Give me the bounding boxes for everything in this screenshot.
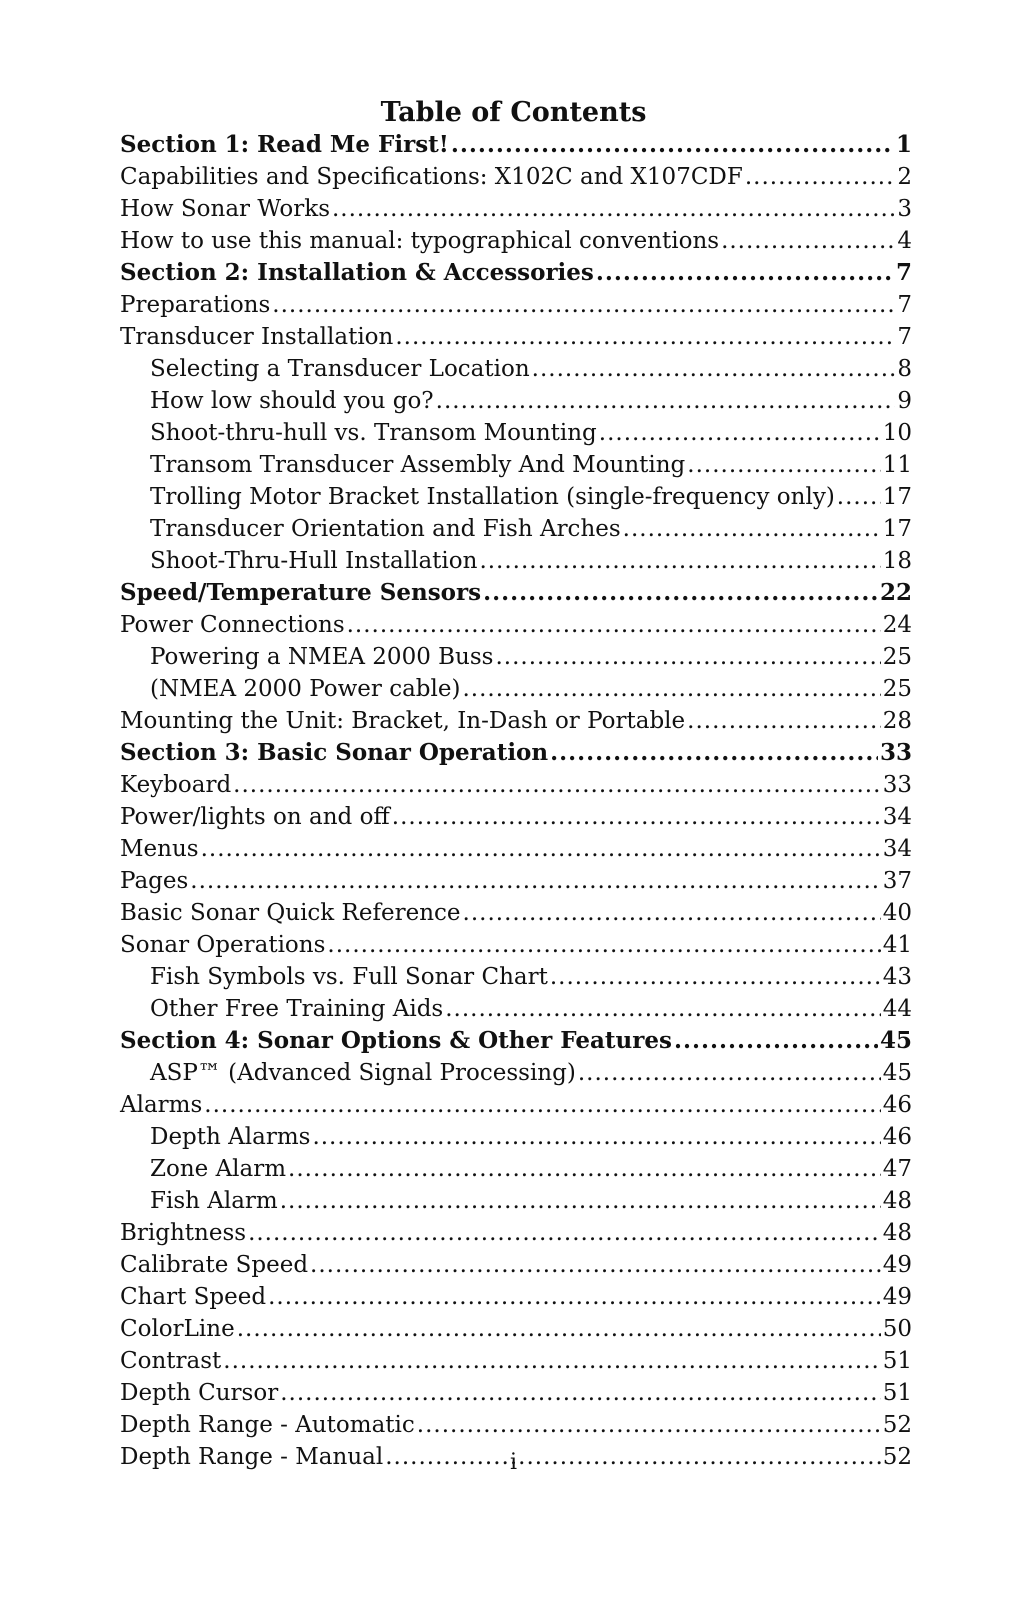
toc-entry-label: Trolling Motor Bracket Installation (single-frequency only) xyxy=(150,484,835,510)
dot-leader xyxy=(327,929,880,961)
toc-entry-label: Depth Alarms xyxy=(150,1124,311,1150)
toc-section-entry[interactable] xyxy=(120,1025,912,1057)
toc-entry-page-number: 45 xyxy=(879,1027,912,1054)
dot-leader xyxy=(204,1089,880,1121)
toc-entry-label: Sonar Operations xyxy=(120,932,326,958)
toc-entry[interactable] xyxy=(120,545,912,577)
toc-entry-page-number: 52 xyxy=(882,1444,912,1470)
toc-entry-page-number: 43 xyxy=(882,964,912,990)
toc-entry-page-number: 48 xyxy=(882,1188,912,1214)
toc-entry-page-number: 46 xyxy=(882,1092,912,1118)
toc-entry-page-number: 7 xyxy=(897,324,912,350)
dot-leader xyxy=(721,225,895,257)
toc-entry-label: Power Connections xyxy=(120,612,345,638)
toc-section-entry[interactable] xyxy=(120,129,912,161)
toc-entry-page-number: 44 xyxy=(882,996,912,1022)
toc-entry-label: Alarms xyxy=(120,1092,203,1118)
toc-entry[interactable] xyxy=(120,833,912,865)
toc-entry[interactable] xyxy=(120,161,912,193)
toc-entry-page-number: 10 xyxy=(882,420,912,446)
toc-section-entry[interactable] xyxy=(120,577,912,609)
dot-leader xyxy=(392,801,881,833)
dot-leader xyxy=(190,865,880,897)
dot-leader xyxy=(463,897,881,929)
dot-leader xyxy=(745,161,896,193)
toc-entry-label: Power/lights on and off xyxy=(120,804,390,830)
toc-entry-page-number: 8 xyxy=(897,356,912,382)
dot-leader xyxy=(436,385,896,417)
toc-entry[interactable] xyxy=(120,1345,912,1377)
toc-entry[interactable] xyxy=(120,1185,912,1217)
toc-entry-page-number: 47 xyxy=(882,1156,912,1182)
dot-leader xyxy=(687,705,881,737)
dot-leader xyxy=(201,833,881,865)
toc-entry-page-number: 28 xyxy=(882,708,912,734)
dot-leader xyxy=(596,257,894,289)
dot-leader xyxy=(550,737,878,769)
toc-entry[interactable] xyxy=(120,417,912,449)
toc-entry-label: Depth Cursor xyxy=(120,1380,279,1406)
dot-leader xyxy=(599,417,881,449)
toc-entry-label: Chart Speed xyxy=(120,1284,267,1310)
toc-entry-page-number: 49 xyxy=(882,1284,912,1310)
dot-leader xyxy=(248,1217,881,1249)
toc-entry-label: Fish Alarm xyxy=(150,1188,278,1214)
toc-entry-label: Contrast xyxy=(120,1348,222,1374)
dot-leader xyxy=(445,993,880,1025)
dot-leader xyxy=(462,673,880,705)
toc-entry-label: Transducer Orientation and Fish Arches xyxy=(150,516,621,542)
dot-leader xyxy=(347,609,881,641)
toc-entry-label: Keyboard xyxy=(120,772,232,798)
toc-entry-page-number: 34 xyxy=(882,836,912,862)
toc-entry[interactable] xyxy=(120,961,912,993)
toc-entry-page-number: 4 xyxy=(897,228,912,254)
toc-entry-label: Basic Sonar Quick Reference xyxy=(120,900,461,926)
toc-entry[interactable] xyxy=(120,1409,912,1441)
toc-entry-page-number: 51 xyxy=(882,1380,912,1406)
dot-leader xyxy=(312,1121,880,1153)
toc-entry-label: Capabilities and Specifications: X102C and X107CDF xyxy=(120,164,743,190)
toc-entry-page-number: 17 xyxy=(882,516,912,542)
toc-entry-label: Other Free Training Aids xyxy=(150,996,444,1022)
toc-entry[interactable] xyxy=(120,321,912,353)
toc-section-entry[interactable] xyxy=(120,257,912,289)
toc-entry-label: Preparations xyxy=(120,292,271,318)
toc-entry-page-number: 52 xyxy=(882,1412,912,1438)
dot-leader xyxy=(417,1409,881,1441)
toc-entry[interactable] xyxy=(120,513,912,545)
dot-leader xyxy=(451,129,894,161)
toc-entry[interactable] xyxy=(120,865,912,897)
toc-entry-page-number: 1 xyxy=(895,131,912,158)
toc-entry-label: Section 4: Sonar Options & Other Features xyxy=(120,1027,672,1054)
dot-leader xyxy=(532,353,896,385)
toc-entry-label: Brightness xyxy=(120,1220,247,1246)
toc-entry-page-number: 7 xyxy=(897,292,912,318)
toc-entry-page-number: 17 xyxy=(882,484,912,510)
dot-leader xyxy=(578,1057,881,1089)
toc-entry-page-number: 46 xyxy=(882,1124,912,1150)
toc-entry[interactable] xyxy=(120,1249,912,1281)
dot-leader xyxy=(395,321,895,353)
toc-entry[interactable] xyxy=(120,801,912,833)
toc-entry-page-number: 40 xyxy=(882,900,912,926)
toc-entry-label: Menus xyxy=(120,836,199,862)
toc-entry[interactable] xyxy=(120,1281,912,1313)
toc-entry-page-number: 33 xyxy=(879,739,912,766)
table-of-contents xyxy=(120,129,912,1473)
toc-entry[interactable] xyxy=(120,993,912,1025)
dot-leader xyxy=(483,577,878,609)
toc-entry-label: Depth Range - Automatic xyxy=(120,1412,415,1438)
toc-entry-label: Powering a NMEA 2000 Buss xyxy=(150,644,494,670)
toc-entry-label: Depth Range - Manual xyxy=(120,1444,384,1470)
dot-leader xyxy=(280,1185,881,1217)
toc-entry-label: Section 1: Read Me First! xyxy=(120,131,449,158)
dot-leader xyxy=(268,1281,881,1313)
toc-entry[interactable] xyxy=(120,193,912,225)
dot-leader xyxy=(687,449,880,481)
dot-leader xyxy=(233,769,881,801)
dot-leader xyxy=(495,641,880,673)
toc-entry[interactable] xyxy=(120,1153,912,1185)
toc-entry-label: ColorLine xyxy=(120,1316,235,1342)
toc-entry-page-number: 50 xyxy=(882,1316,912,1342)
toc-entry[interactable] xyxy=(120,385,912,417)
toc-entry-label: Section 2: Installation & Accessories xyxy=(120,259,594,286)
toc-entry[interactable] xyxy=(120,673,912,705)
dot-leader xyxy=(237,1313,881,1345)
toc-entry-label: Shoot-Thru-Hull Installation xyxy=(150,548,478,574)
toc-entry[interactable] xyxy=(120,225,912,257)
toc-entry-label: (NMEA 2000 Power cable) xyxy=(150,676,461,702)
dot-leader xyxy=(550,961,881,993)
toc-entry-page-number: 9 xyxy=(897,388,912,414)
toc-entry-page-number: 24 xyxy=(882,612,912,638)
dot-leader xyxy=(674,1025,878,1057)
toc-entry-label: Shoot-thru-hull vs. Transom Mounting xyxy=(150,420,597,446)
toc-entry-label: Fish Symbols vs. Full Sonar Chart xyxy=(150,964,548,990)
toc-entry-label: Mounting the Unit: Bracket, In-Dash or Portable xyxy=(120,708,686,734)
toc-entry[interactable] xyxy=(120,769,912,801)
toc-entry-label: Section 3: Basic Sonar Operation xyxy=(120,739,549,766)
toc-entry[interactable] xyxy=(120,449,912,481)
toc-entry-page-number: 18 xyxy=(882,548,912,574)
dot-leader xyxy=(223,1345,880,1377)
toc-entry[interactable] xyxy=(120,897,912,929)
toc-entry[interactable] xyxy=(120,1121,912,1153)
page-number: i xyxy=(509,1450,518,1475)
toc-entry[interactable] xyxy=(120,609,912,641)
toc-entry[interactable] xyxy=(120,1089,912,1121)
dot-leader xyxy=(623,513,881,545)
toc-entry-page-number: 25 xyxy=(882,644,912,670)
dot-leader xyxy=(310,1249,881,1281)
toc-entry[interactable] xyxy=(120,1377,912,1409)
toc-entry-page-number: 11 xyxy=(882,452,912,478)
toc-section-entry[interactable] xyxy=(120,737,912,769)
dot-leader xyxy=(280,1377,881,1409)
toc-entry[interactable] xyxy=(120,1057,912,1089)
toc-entry[interactable] xyxy=(120,705,912,737)
toc-entry-page-number: 33 xyxy=(882,772,912,798)
toc-entry-label: Transducer Installation xyxy=(120,324,394,350)
toc-entry-label: Speed/Temperature Sensors xyxy=(120,579,482,606)
toc-entry[interactable] xyxy=(120,1313,912,1345)
toc-entry-page-number: 3 xyxy=(897,196,912,222)
toc-entry-page-number: 49 xyxy=(882,1252,912,1278)
page-title: Table of Contents xyxy=(380,97,647,128)
dot-leader xyxy=(332,193,895,225)
toc-entry[interactable] xyxy=(120,353,912,385)
toc-entry[interactable] xyxy=(120,641,912,673)
toc-entry-label: How low should you go? xyxy=(150,388,434,414)
toc-entry-label: How Sonar Works xyxy=(120,196,330,222)
toc-entry-page-number: 2 xyxy=(897,164,912,190)
dot-leader xyxy=(479,545,880,577)
toc-entry-label: Transom Transducer Assembly And Mounting xyxy=(150,452,686,478)
toc-entry-page-number: 41 xyxy=(882,932,912,958)
toc-entry-label: ASP™ (Advanced Signal Processing) xyxy=(150,1060,576,1086)
toc-entry-page-number: 22 xyxy=(879,579,912,606)
toc-entry-label: How to use this manual: typographical conventions xyxy=(120,228,720,254)
toc-entry-page-number: 34 xyxy=(882,804,912,830)
toc-entry-page-number: 37 xyxy=(882,868,912,894)
dot-leader xyxy=(837,481,881,513)
toc-entry-page-number: 25 xyxy=(882,676,912,702)
toc-entry[interactable] xyxy=(120,289,912,321)
toc-entry[interactable] xyxy=(120,1217,912,1249)
toc-entry-page-number: 7 xyxy=(895,259,912,286)
toc-entry[interactable] xyxy=(120,929,912,961)
toc-entry-label: Selecting a Transducer Location xyxy=(150,356,530,382)
toc-entry-label: Pages xyxy=(120,868,189,894)
dot-leader xyxy=(288,1153,881,1185)
toc-entry-label: Zone Alarm xyxy=(150,1156,287,1182)
toc-entry[interactable] xyxy=(120,481,912,513)
toc-entry-page-number: 45 xyxy=(882,1060,912,1086)
dot-leader xyxy=(272,289,895,321)
toc-entry-label: Calibrate Speed xyxy=(120,1252,309,1278)
toc-entry-page-number: 48 xyxy=(882,1220,912,1246)
toc-entry-page-number: 51 xyxy=(882,1348,912,1374)
